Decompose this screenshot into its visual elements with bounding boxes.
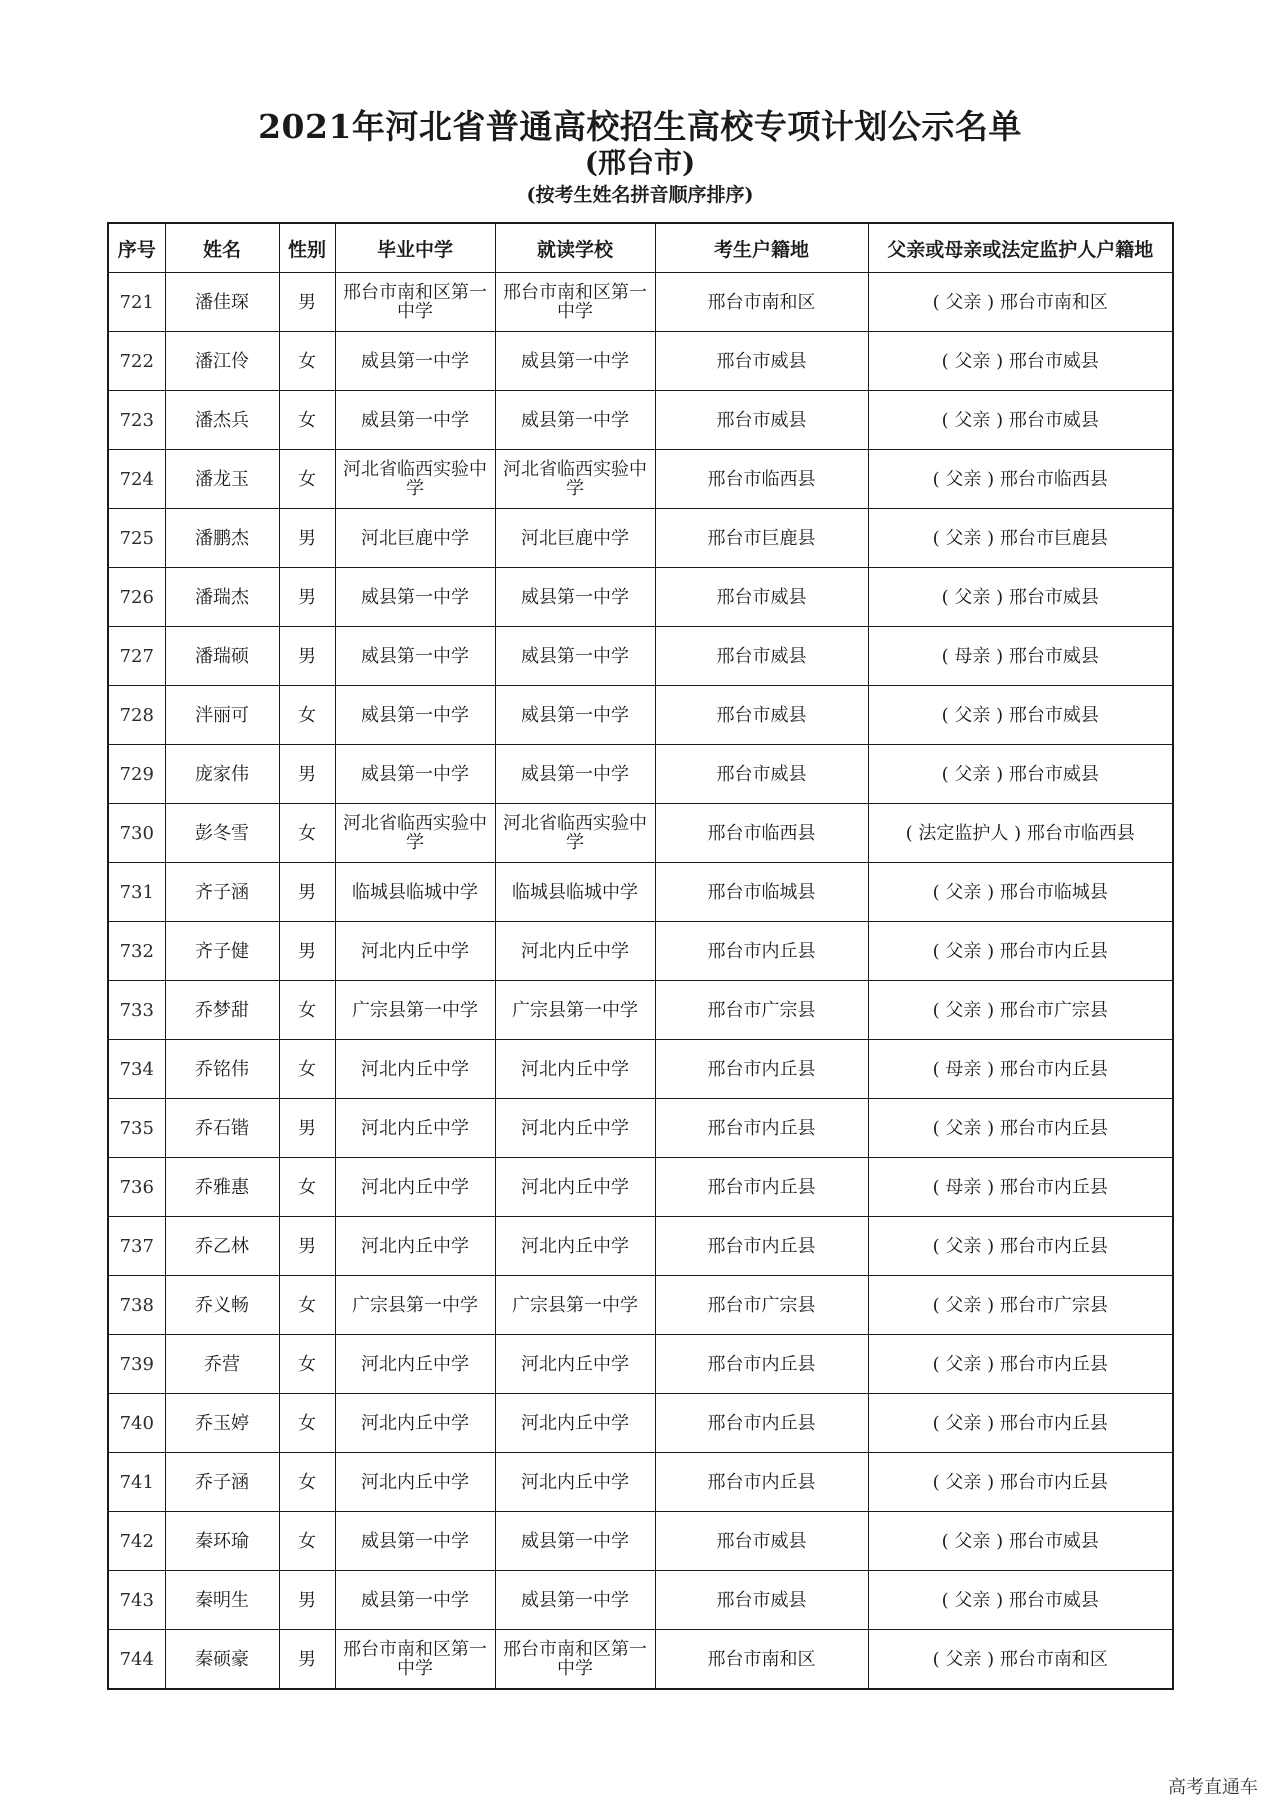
table-row [108,745,1173,804]
cell-guardian-registration: ( 父亲 ) 邢台市内丘县 [868,1335,1173,1394]
cell-household-registration: 邢台市临西县 [655,450,868,509]
cell-current-school: 河北内丘中学 [495,1217,655,1276]
cell-graduated-school: 威县第一中学 [335,568,495,627]
cell-graduated-school: 威县第一中学 [335,332,495,391]
cell-household-registration: 邢台市威县 [655,332,868,391]
cell-graduated-school: 广宗县第一中学 [335,981,495,1040]
table-row [108,1571,1173,1630]
table-row [108,1335,1173,1394]
cell-name: 乔乙林 [165,1217,279,1276]
cell-household-registration: 邢台市威县 [655,745,868,804]
cell-index: 732 [108,922,165,981]
cell-gender: 女 [279,1158,335,1217]
table-row [108,1512,1173,1571]
roster-body [108,273,1173,1690]
cell-graduated-school: 威县第一中学 [335,391,495,450]
cell-index: 729 [108,745,165,804]
cell-index: 728 [108,686,165,745]
cell-index: 721 [108,273,165,332]
header-household-registration: 考生户籍地 [655,223,868,273]
cell-index: 731 [108,863,165,922]
cell-name: 乔玉婷 [165,1394,279,1453]
cell-index: 738 [108,1276,165,1335]
cell-household-registration: 邢台市威县 [655,568,868,627]
cell-name: 乔石锴 [165,1099,279,1158]
cell-name: 潘杰兵 [165,391,279,450]
cell-current-school: 河北省临西实验中学 [495,450,655,509]
cell-index: 739 [108,1335,165,1394]
cell-gender: 男 [279,1217,335,1276]
cell-name: 乔雅惠 [165,1158,279,1217]
roster-table [107,222,1174,1690]
header-index: 序号 [108,223,165,273]
cell-household-registration: 邢台市广宗县 [655,981,868,1040]
cell-gender: 女 [279,1512,335,1571]
table-row [108,1040,1173,1099]
table-row [108,1630,1173,1690]
cell-name: 秦硕豪 [165,1630,279,1690]
cell-gender: 女 [279,1394,335,1453]
cell-current-school: 威县第一中学 [495,686,655,745]
table-row [108,1158,1173,1217]
cell-index: 737 [108,1217,165,1276]
cell-gender: 男 [279,863,335,922]
cell-name: 潘瑞杰 [165,568,279,627]
cell-gender: 男 [279,273,335,332]
cell-current-school: 河北巨鹿中学 [495,509,655,568]
cell-household-registration: 邢台市临城县 [655,863,868,922]
cell-graduated-school: 威县第一中学 [335,627,495,686]
cell-name: 彭冬雪 [165,804,279,863]
table-row [108,450,1173,509]
cell-graduated-school: 河北内丘中学 [335,1335,495,1394]
table-row [108,686,1173,745]
cell-gender: 男 [279,745,335,804]
cell-current-school: 威县第一中学 [495,1512,655,1571]
cell-household-registration: 邢台市内丘县 [655,1335,868,1394]
cell-graduated-school: 威县第一中学 [335,745,495,804]
cell-current-school: 威县第一中学 [495,627,655,686]
cell-name: 潘佳琛 [165,273,279,332]
cell-gender: 男 [279,509,335,568]
cell-name: 乔义畅 [165,1276,279,1335]
cell-current-school: 临城县临城中学 [495,863,655,922]
cell-gender: 女 [279,1335,335,1394]
cell-household-registration: 邢台市巨鹿县 [655,509,868,568]
header-name: 姓名 [165,223,279,273]
table-row [108,922,1173,981]
cell-household-registration: 邢台市内丘县 [655,1394,868,1453]
watermark: 高考直通车 [1168,1777,1258,1798]
table-row [108,627,1173,686]
cell-graduated-school: 邢台市南和区第一中学 [335,1630,495,1690]
cell-current-school: 河北内丘中学 [495,1040,655,1099]
cell-household-registration: 邢台市内丘县 [655,1099,868,1158]
cell-gender: 男 [279,1571,335,1630]
table-row [108,804,1173,863]
cell-current-school: 广宗县第一中学 [495,1276,655,1335]
cell-graduated-school: 河北内丘中学 [335,1217,495,1276]
cell-guardian-registration: ( 母亲 ) 邢台市威县 [868,627,1173,686]
cell-name: 齐子健 [165,922,279,981]
cell-gender: 男 [279,1099,335,1158]
cell-graduated-school: 河北内丘中学 [335,1099,495,1158]
cell-gender: 女 [279,1276,335,1335]
cell-guardian-registration: ( 父亲 ) 邢台市内丘县 [868,1217,1173,1276]
cell-name: 齐子涵 [165,863,279,922]
cell-gender: 女 [279,1040,335,1099]
cell-guardian-registration: ( 父亲 ) 邢台市南和区 [868,273,1173,332]
cell-current-school: 河北内丘中学 [495,1099,655,1158]
cell-household-registration: 邢台市威县 [655,391,868,450]
table-row [108,1394,1173,1453]
cell-gender: 女 [279,332,335,391]
cell-graduated-school: 河北内丘中学 [335,1158,495,1217]
cell-household-registration: 邢台市威县 [655,1512,868,1571]
cell-gender: 男 [279,1630,335,1690]
cell-index: 725 [108,509,165,568]
cell-guardian-registration: ( 父亲 ) 邢台市内丘县 [868,1453,1173,1512]
cell-name: 乔营 [165,1335,279,1394]
cell-index: 723 [108,391,165,450]
cell-index: 724 [108,450,165,509]
cell-index: 736 [108,1158,165,1217]
cell-current-school: 河北内丘中学 [495,1394,655,1453]
cell-current-school: 威县第一中学 [495,568,655,627]
cell-graduated-school: 威县第一中学 [335,686,495,745]
page-subtitle: (邢台市) [584,146,696,179]
cell-guardian-registration: ( 父亲 ) 邢台市威县 [868,745,1173,804]
cell-household-registration: 邢台市南和区 [655,273,868,332]
cell-guardian-registration: ( 父亲 ) 邢台市南和区 [868,1630,1173,1690]
header-gender: 性别 [279,223,335,273]
cell-current-school: 邢台市南和区第一中学 [495,273,655,332]
cell-gender: 女 [279,686,335,745]
cell-household-registration: 邢台市南和区 [655,1630,868,1690]
cell-index: 741 [108,1453,165,1512]
cell-gender: 女 [279,804,335,863]
table-row [108,1453,1173,1512]
cell-index: 735 [108,1099,165,1158]
cell-guardian-registration: ( 父亲 ) 邢台市巨鹿县 [868,509,1173,568]
cell-household-registration: 邢台市内丘县 [655,1158,868,1217]
cell-household-registration: 邢台市威县 [655,627,868,686]
cell-name: 潘瑞硕 [165,627,279,686]
cell-graduated-school: 河北内丘中学 [335,1040,495,1099]
cell-gender: 男 [279,922,335,981]
cell-gender: 女 [279,1453,335,1512]
cell-index: 743 [108,1571,165,1630]
cell-guardian-registration: ( 母亲 ) 邢台市内丘县 [868,1158,1173,1217]
cell-current-school: 威县第一中学 [495,391,655,450]
cell-graduated-school: 河北巨鹿中学 [335,509,495,568]
cell-household-registration: 邢台市威县 [655,686,868,745]
cell-guardian-registration: ( 父亲 ) 邢台市广宗县 [868,1276,1173,1335]
cell-name: 庞家伟 [165,745,279,804]
cell-current-school: 河北省临西实验中学 [495,804,655,863]
cell-current-school: 广宗县第一中学 [495,981,655,1040]
cell-name: 乔铭伟 [165,1040,279,1099]
cell-current-school: 河北内丘中学 [495,1453,655,1512]
cell-graduated-school: 河北省临西实验中学 [335,450,495,509]
cell-name: 潘鹏杰 [165,509,279,568]
cell-name: 泮丽可 [165,686,279,745]
cell-household-registration: 邢台市内丘县 [655,1217,868,1276]
cell-index: 733 [108,981,165,1040]
cell-guardian-registration: ( 父亲 ) 邢台市威县 [868,1512,1173,1571]
cell-guardian-registration: ( 父亲 ) 邢台市内丘县 [868,1394,1173,1453]
cell-index: 740 [108,1394,165,1453]
cell-guardian-registration: ( 父亲 ) 邢台市临西县 [868,450,1173,509]
cell-guardian-registration: ( 母亲 ) 邢台市内丘县 [868,1040,1173,1099]
cell-household-registration: 邢台市临西县 [655,804,868,863]
cell-household-registration: 邢台市内丘县 [655,922,868,981]
cell-household-registration: 邢台市威县 [655,1571,868,1630]
table-row [108,863,1173,922]
table-row [108,981,1173,1040]
cell-graduated-school: 临城县临城中学 [335,863,495,922]
cell-household-registration: 邢台市内丘县 [655,1040,868,1099]
table-row [108,391,1173,450]
header-current-school: 就读学校 [495,223,655,273]
cell-household-registration: 邢台市广宗县 [655,1276,868,1335]
cell-name: 乔子涵 [165,1453,279,1512]
cell-index: 722 [108,332,165,391]
cell-gender: 女 [279,450,335,509]
header-guardian-registration: 父亲或母亲或法定监护人户籍地 [868,223,1173,273]
table-row [108,332,1173,391]
cell-graduated-school: 威县第一中学 [335,1571,495,1630]
header-graduated-school: 毕业中学 [335,223,495,273]
cell-name: 秦明生 [165,1571,279,1630]
cell-gender: 男 [279,627,335,686]
cell-graduated-school: 威县第一中学 [335,1512,495,1571]
cell-current-school: 威县第一中学 [495,332,655,391]
cell-gender: 男 [279,568,335,627]
cell-index: 734 [108,1040,165,1099]
cell-guardian-registration: ( 父亲 ) 邢台市广宗县 [868,981,1173,1040]
cell-gender: 女 [279,981,335,1040]
cell-graduated-school: 邢台市南和区第一中学 [335,273,495,332]
cell-guardian-registration: ( 父亲 ) 邢台市威县 [868,568,1173,627]
cell-current-school: 威县第一中学 [495,1571,655,1630]
table-row [108,1217,1173,1276]
cell-current-school: 威县第一中学 [495,745,655,804]
table-row [108,568,1173,627]
table-row [108,273,1173,332]
cell-guardian-registration: ( 法定监护人 ) 邢台市临西县 [868,804,1173,863]
table-row [108,1099,1173,1158]
cell-guardian-registration: ( 父亲 ) 邢台市威县 [868,686,1173,745]
cell-graduated-school: 广宗县第一中学 [335,1276,495,1335]
cell-graduated-school: 河北内丘中学 [335,1394,495,1453]
cell-current-school: 河北内丘中学 [495,1335,655,1394]
sort-note: (按考生姓名拼音顺序排序) [526,184,754,206]
cell-name: 潘江伶 [165,332,279,391]
cell-guardian-registration: ( 父亲 ) 邢台市威县 [868,332,1173,391]
cell-gender: 女 [279,391,335,450]
cell-current-school: 邢台市南和区第一中学 [495,1630,655,1690]
cell-current-school: 河北内丘中学 [495,922,655,981]
cell-index: 742 [108,1512,165,1571]
cell-guardian-registration: ( 父亲 ) 邢台市内丘县 [868,922,1173,981]
cell-index: 730 [108,804,165,863]
cell-name: 潘龙玉 [165,450,279,509]
cell-graduated-school: 河北内丘中学 [335,922,495,981]
table-row [108,509,1173,568]
cell-guardian-registration: ( 父亲 ) 邢台市临城县 [868,863,1173,922]
cell-index: 727 [108,627,165,686]
cell-index: 726 [108,568,165,627]
cell-current-school: 河北内丘中学 [495,1158,655,1217]
cell-guardian-registration: ( 父亲 ) 邢台市威县 [868,1571,1173,1630]
cell-index: 744 [108,1630,165,1690]
cell-graduated-school: 河北内丘中学 [335,1453,495,1512]
cell-guardian-registration: ( 父亲 ) 邢台市内丘县 [868,1099,1173,1158]
cell-name: 秦环瑜 [165,1512,279,1571]
page-title: 2021年河北省普通高校招生高校专项计划公示名单 [258,107,1022,146]
cell-guardian-registration: ( 父亲 ) 邢台市威县 [868,391,1173,450]
table-row [108,1276,1173,1335]
cell-graduated-school: 河北省临西实验中学 [335,804,495,863]
cell-household-registration: 邢台市内丘县 [655,1453,868,1512]
cell-name: 乔梦甜 [165,981,279,1040]
header-row [108,223,1173,273]
